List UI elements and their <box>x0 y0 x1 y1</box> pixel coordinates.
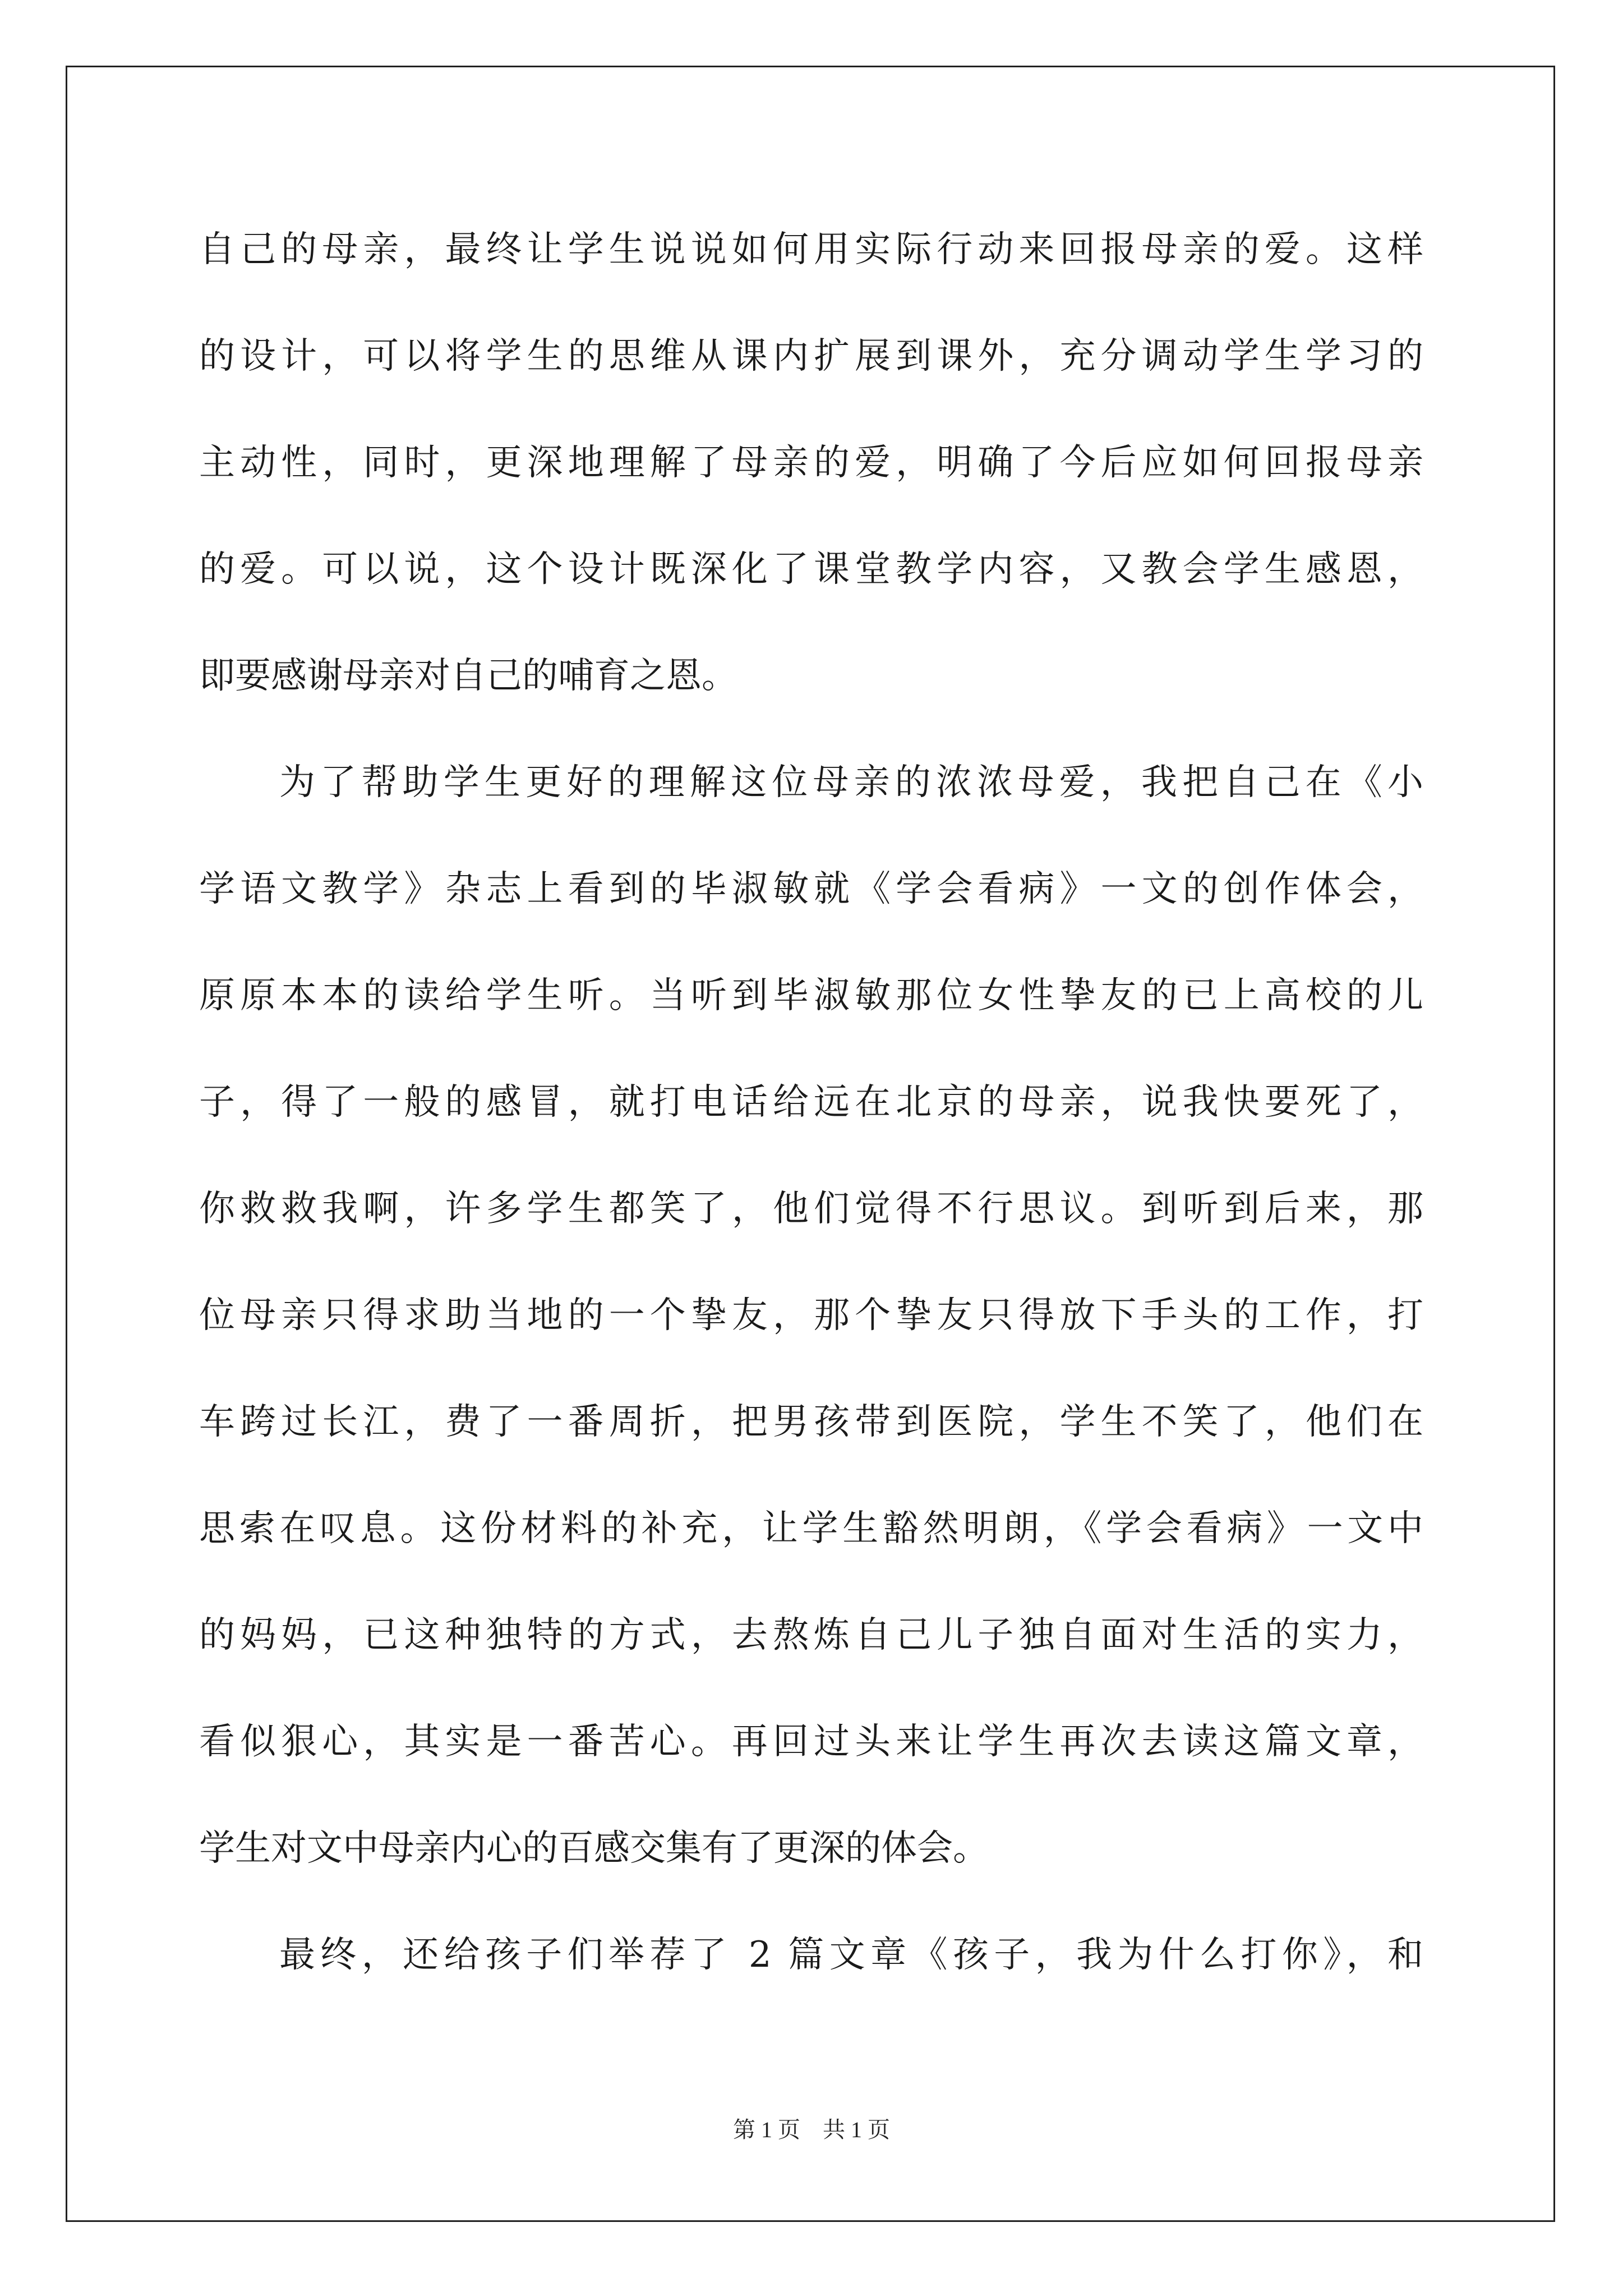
paragraph-2-line-5: 你救救我啊，许多学生都笑了，他们觉得不行思议。到听到后来，那 <box>199 1188 1423 1230</box>
paragraph-2-line-11: 学生对文中母亲内心的百感交集有了更深的体会。 <box>199 1828 989 1869</box>
paragraph-2-line-1: 为了帮助学生更好的理解这位母亲的浓浓母爱，我把自己在《小 <box>279 762 1423 803</box>
paragraph-2-line-10: 看似狠心，其实是一番苦心。再回过头来让学生再次去读这篇文章， <box>199 1721 1423 1763</box>
paragraph-1-line-4: 的爱。可以说，这个设计既深化了课堂教学内容，又教会学生感恩， <box>199 549 1423 590</box>
page-number-footer: 第 1 页 共 1 页 <box>733 2117 890 2142</box>
paragraph-2-line-4: 子，得了一般的感冒，就打电话给远在北京的母亲，说我快要死了， <box>199 1082 1423 1123</box>
paragraph-2-line-8: 思索在叹息。这份材料的补充，让学生豁然明朗，《学会看病》一文中 <box>199 1508 1423 1549</box>
paragraph-2-line-3: 原原本本的读给学生听。当听到毕淑敏那位女性挚友的已上高校的儿 <box>199 975 1423 1016</box>
paragraph-2-line-6: 位母亲只得求助当地的一个挚友，那个挚友只得放下手头的工作，打 <box>199 1295 1423 1336</box>
paragraph-1-line-1: 自己的母亲，最终让学生说说如何用实际行动来回报母亲的爱。这样 <box>199 229 1423 270</box>
paragraph-2-line-2: 学语文教学》杂志上看到的毕淑敏就《学会看病》一文的创作体会， <box>199 868 1423 910</box>
paragraph-3-line-1: 最终，还给孩子们举荐了 2 篇文章《孩子，我为什么打你》，和 <box>279 1934 1423 1976</box>
paragraph-2-line-7: 车跨过长江，费了一番周折，把男孩带到医院，学生不笑了，他们在 <box>199 1401 1423 1443</box>
paragraph-2-line-9: 的妈妈，已这种独特的方式，去熬炼自己儿子独自面对生活的实力， <box>199 1614 1423 1656</box>
document-body <box>199 213 1423 2025</box>
paragraph-1-line-3: 主动性，同时，更深地理解了母亲的爱，明确了今后应如何回报母亲 <box>199 442 1423 484</box>
paragraph-1-line-5: 即要感谢母亲对自己的哺育之恩。 <box>199 655 737 697</box>
paragraph-1-line-2: 的设计，可以将学生的思维从课内扩展到课外，充分调动学生学习的 <box>199 335 1423 377</box>
